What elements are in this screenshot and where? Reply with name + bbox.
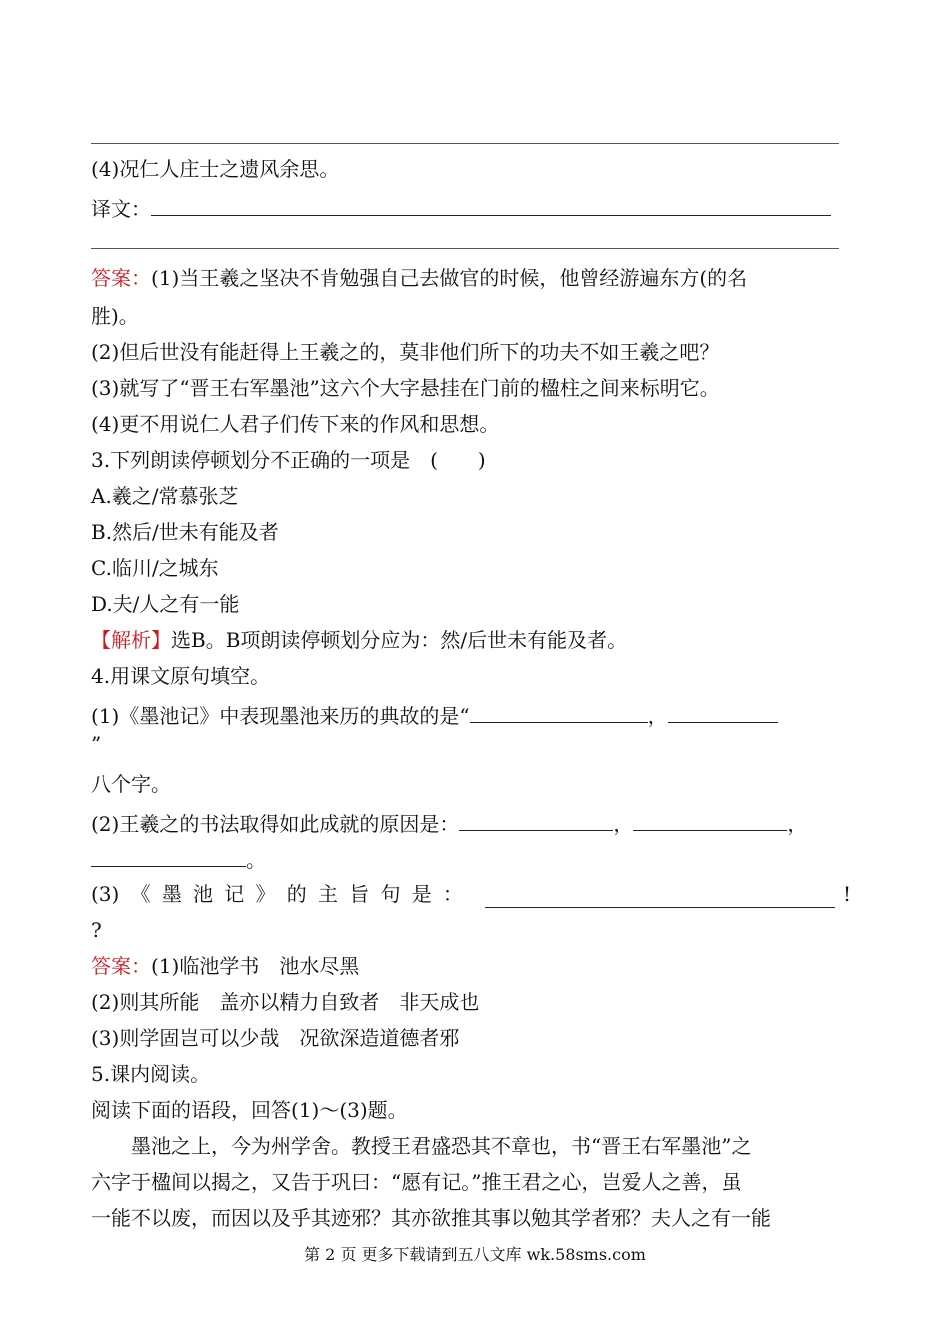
answer4-a1: (1)临池学书 池水尽黑	[151, 954, 360, 978]
q4-stem: 4.用课文原句填空。	[91, 664, 271, 688]
q4-item2-text: (2)王羲之的书法取得如此成就的原因是：	[91, 812, 460, 836]
q4-item3-char: 记	[224, 882, 245, 906]
q3-option-d: D.夫/人之有一能	[91, 592, 240, 616]
answer4-a2: (2)则其所能 盖亦以精力自致者 非天成也	[91, 990, 480, 1014]
q4-item3-exclamation: !	[843, 882, 852, 906]
q4-item1-comma: ，	[647, 704, 668, 728]
q3-option-b: B.然后/世未有能及者	[91, 520, 279, 544]
q4-item1-tail: 八个字。	[91, 772, 171, 796]
q3-analysis	[91, 626, 858, 654]
answer-label: 答案：	[91, 954, 151, 978]
answer4-line1	[91, 952, 858, 980]
page-footer: 第 2 页 更多下载请到五八文库 wk.58sms.com	[304, 1245, 646, 1264]
q4-item3-char: 旨	[349, 882, 370, 906]
q4-item3-char: 墨	[161, 882, 182, 906]
analysis-label: 【解析】	[91, 628, 171, 652]
q4-item3-blank[interactable]	[485, 887, 835, 908]
q4-item1-text: (1)《墨池记》中表现墨池来历的典故的是“	[91, 704, 470, 728]
answer-label: 答案：	[91, 266, 151, 290]
q3-option-c: C.临川/之城东	[91, 556, 219, 580]
q4-item3-char: 的	[286, 882, 307, 906]
translation-row	[91, 195, 858, 223]
answer2-a1-line2: 胜)。	[91, 304, 139, 328]
answer2-a3: (3)就写了“晋王右军墨池”这六个大字悬挂在门前的楹柱之间来标明它。	[91, 376, 720, 400]
q4-item3-char: 池	[193, 882, 214, 906]
q4-item2-line2	[91, 846, 858, 874]
answer2-a2: (2)但后世没有能赶得上王羲之的，莫非他们所下的功夫不如王羲之吧？	[91, 340, 720, 364]
q4-item3-char: ：	[442, 882, 463, 906]
q5-passage-line3: 一能不以废，而因以及乎其迹邪？其亦欲推其事以勉其学者邪？夫人之有一能	[91, 1206, 771, 1230]
q4-item2-comma2: ，	[787, 812, 808, 836]
translation-blank[interactable]	[151, 195, 831, 216]
q5-passage-line1: 墨池之上，今为州学舍。教授王君盛恐其不章也，书“晋王右军墨池”之	[131, 1134, 752, 1158]
q4-item3-char: 《	[130, 882, 151, 906]
q4-item3-char: 是	[411, 882, 432, 906]
translation-label: 译文：	[91, 197, 151, 221]
q4-item2-blank3[interactable]	[91, 846, 246, 867]
q4-item3-char: 》	[255, 882, 276, 906]
q4-item3-char: 句	[380, 882, 401, 906]
answer4-a3: (3)则学固岂可以少哉 况欲深造道德者邪	[91, 1026, 460, 1050]
q4-item1	[91, 702, 858, 730]
q4-item1-blank1[interactable]	[470, 702, 648, 723]
answer-blank-line	[91, 143, 839, 144]
q4-item2-blank1[interactable]	[459, 810, 613, 831]
q5-passage-line2: 六字于楹间以揭之，又告于巩曰：“愿有记。”推王君之心，岂爱人之善，虽	[91, 1170, 742, 1194]
q4-item2	[91, 810, 858, 838]
answer2-a4: (4)更不用说仁人君子们传下来的作风和思想。	[91, 412, 500, 436]
answer2-a1-line1: (1)当王羲之坚决不肯勉强自己去做官的时候，他曾经游遍东方(的名	[151, 266, 748, 290]
q4-item1-close-quote: ”	[91, 732, 102, 756]
q4-item3-char: (3)	[91, 882, 120, 906]
q5-stem: 5.课内阅读。	[91, 1062, 211, 1086]
q4-item3-question-mark: ?	[91, 918, 102, 942]
q4-item3-text	[91, 880, 463, 908]
q5-instruction: 阅读下面的语段，回答(1)～(3)题。	[91, 1098, 408, 1122]
q4-item2-comma1: ，	[613, 812, 634, 836]
q3-option-a: A.羲之/常慕张芝	[91, 484, 239, 508]
q4-item3	[91, 880, 858, 908]
q4-item1-blank2[interactable]	[668, 702, 778, 723]
q2-item4: (4)况仁人庄士之遗风余思。	[91, 157, 340, 181]
analysis-text: 选B。B项朗读停顿划分应为：然/后世未有能及者。	[171, 628, 628, 652]
q3-stem: 3.下列朗读停顿划分不正确的一项是 ( )	[91, 448, 486, 472]
answer-blank-line	[91, 248, 839, 249]
q4-item2-end: 。	[246, 848, 266, 872]
answer2-line1	[91, 264, 858, 292]
q4-item2-blank2[interactable]	[633, 810, 787, 831]
q4-item3-char: 主	[317, 882, 338, 906]
